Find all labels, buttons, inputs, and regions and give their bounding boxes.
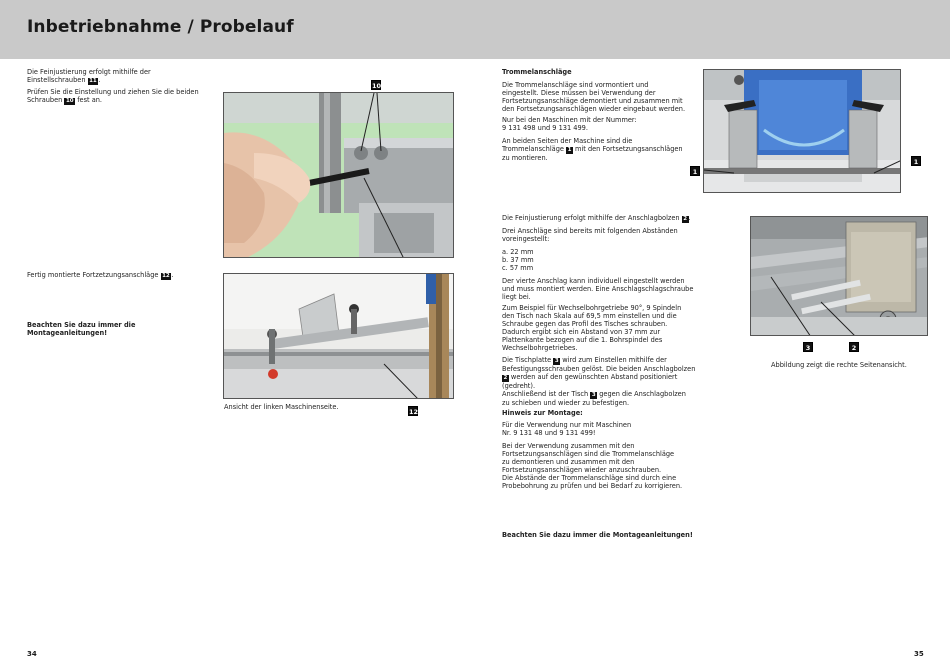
photo-right-side-view-illustration — [751, 217, 928, 336]
photo-left-machine-side — [223, 273, 454, 399]
left-paragraph-check-tighten: Prüfen Sie die Einstellung und ziehen Sie die beiden Schrauben 10 fest an. — [27, 88, 199, 105]
left-note-assembly-instructions: Beachten Sie dazu immer die Montageanleitungen! — [27, 321, 136, 338]
left-paragraph-mounted-stops: Fertig montierte Fortzetzungsanschläge 12 . — [27, 271, 174, 279]
photo-hand-adjusting-screws-illustration — [224, 93, 454, 258]
callout-3: 3 — [803, 342, 813, 352]
ref-badge-2: 2 — [683, 216, 688, 222]
right-paragraph-fourth-stop: Der vierte Anschlag kann individuell eingestellt werden und muss montiert werden. Eine Anschlagschlagschraube liegt bei. — [502, 277, 694, 302]
page-number-right: 35 — [914, 650, 924, 658]
right-paragraph-hint-machines: Für die Verwendung nur mit Maschinen Nr. 9 131 48 und 9 131 499! — [502, 421, 632, 438]
photo-drum-stops — [703, 69, 901, 193]
right-paragraph-drum-stops: Die Trommelanschläge sind vormontiert und eingestellt. Diese müssen bei Verwendung der Fortsetzungsanschläge demontiert und zusammen mit den Fortsetzungsanschlägen wieder eingebaut werden. — [502, 81, 686, 114]
ref-badge-1: 1 — [567, 147, 572, 154]
ref-badge-2b: 2 — [503, 375, 508, 382]
right-note-assembly-instructions: Beachten Sie dazu immer die Montageanleitungen! — [502, 531, 693, 539]
right-paragraph-table-plate: Die Tischplatte 3 wird zum Einstellen mithilfe der Befestigungsschrauben gelöst. Die beiden Anschlagbolzen 2 werden auf den gewünschten Abstand positioniert (gedreht). Anschließend ist der Tisch 3 gegen die Anschlagbolzen zu schieben und wieder zu befestigen. — [502, 356, 696, 408]
distance-list: a. 22 mm b. 37 mm c. 57 mm — [502, 248, 534, 273]
page-header — [0, 0, 950, 59]
photo-drum-stops-illustration — [704, 70, 901, 193]
page-title: Inbetriebnahme / Probelauf — [27, 17, 294, 37]
photo-right-side-view — [750, 216, 928, 336]
right-paragraph-both-sides: An beiden Seiten der Maschine sind die Trommelanschläge 1 mit den Fortsetzungsanschlägen zu montieren. — [502, 137, 683, 163]
right-paragraph-example: Zum Beispiel für Wechselbohrgetriebe 90°, 9 Spindeln den Tisch nach Skala auf 69,5 mm einstellen und die Schraube gegen das Profil des Tisches schrauben. Dadurch ergibt sich ein Abstand von 37 mm zur Plattenkante bezogen auf die 1. Bohrspindel des Wechselbohrgetriebes. — [502, 304, 682, 353]
callout-1-right: 1 — [911, 156, 921, 166]
ref-badge-3b: 3 — [591, 392, 596, 399]
right-paragraph-machine-numbers: Nur bei den Maschinen mit der Nummer: 9 131 498 und 9 131 499. — [502, 116, 637, 133]
page-number-left: 34 — [27, 650, 37, 658]
caption-right-side-view: Abbildung zeigt die rechte Seitenansicht. — [771, 361, 907, 369]
ref-badge-3a: 3 — [554, 358, 559, 364]
callout-1-left: 1 — [690, 166, 700, 176]
callout-10: 10 — [372, 82, 382, 90]
right-paragraph-preset-distances: Drei Anschläge sind bereits mit folgenden Abständen voreingestellt: — [502, 227, 678, 244]
heading-assembly-hint: Hinweis zur Montage: — [502, 409, 583, 417]
right-paragraph-stop-bolts: Die Feinjustierung erfolgt mithilfe der Anschlagbolzen 2 . — [502, 214, 691, 222]
ref-badge-11: 11 — [89, 78, 97, 85]
ref-badge-12: 12 — [162, 273, 170, 279]
left-paragraph-fine-adjustment: Die Feinjustierung erfolgt mithilfe der Einstellschrauben 11 . — [27, 68, 151, 85]
callout-2: 2 — [849, 342, 859, 352]
photo-left-machine-side-illustration — [224, 274, 454, 399]
photo-hand-adjusting-screws — [223, 92, 454, 258]
heading-drum-stops: Trommelanschläge — [502, 68, 572, 76]
callout-12: 12 — [409, 408, 419, 416]
caption-left-machine-side: Ansicht der linken Maschinenseite. — [224, 403, 339, 411]
ref-badge-10: 10 — [65, 98, 74, 105]
right-paragraph-hint-details: Bei der Verwendung zusammen mit den Fortsetzungsanschlägen sind die Trommelanschläge zu demontieren und zusammen mit den Fortsetzungsanschlägen wieder anzuschrauben. Die Abstände der Trommelanschläge sind durch eine Probebohrung zu prüfen und bei Bedarf zu korrigieren. — [502, 442, 683, 491]
